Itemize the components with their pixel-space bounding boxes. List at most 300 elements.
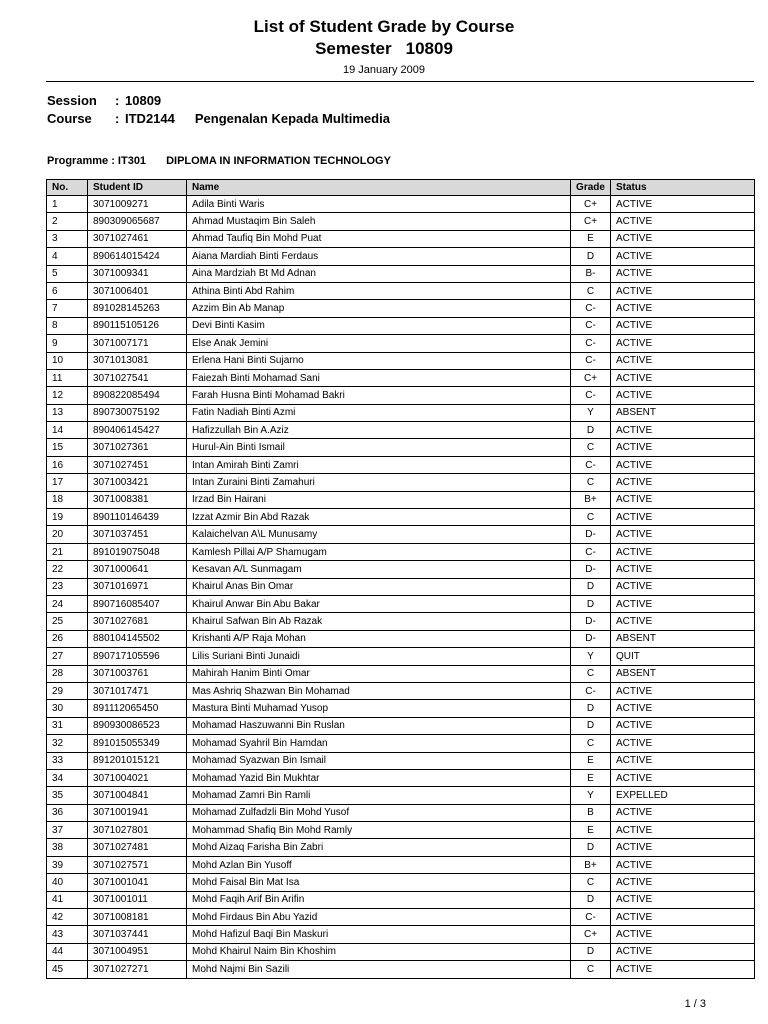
cell-no: 32 xyxy=(47,735,88,752)
cell-name: Mohamad Syahril Bin Hamdan xyxy=(187,735,571,752)
cell-status: ACTIVE xyxy=(611,735,755,752)
table-row xyxy=(47,595,755,612)
cell-status: ACTIVE xyxy=(611,509,755,526)
cell-grade: B+ xyxy=(571,491,611,508)
table-row xyxy=(47,630,755,647)
cell-status: ACTIVE xyxy=(611,456,755,473)
cell-name: Mohd Aizaq Farisha Bin Zabri xyxy=(187,839,571,856)
cell-no: 22 xyxy=(47,561,88,578)
table-row xyxy=(47,717,755,734)
column-header-grade: Grade xyxy=(571,180,611,196)
cell-student-id: 3071007171 xyxy=(88,335,187,352)
cell-grade: C xyxy=(571,874,611,891)
table-row xyxy=(47,369,755,386)
cell-grade: C+ xyxy=(571,213,611,230)
cell-no: 16 xyxy=(47,456,88,473)
cell-grade: C- xyxy=(571,317,611,334)
cell-no: 37 xyxy=(47,822,88,839)
cell-name: Mohamad Zamri Bin Ramli xyxy=(187,787,571,804)
cell-no: 3 xyxy=(47,230,88,247)
cell-grade: D xyxy=(571,717,611,734)
course-colon: : xyxy=(115,111,120,126)
cell-name: Mohd Faisal Bin Mat Isa xyxy=(187,874,571,891)
cell-name: Intan Amirah Binti Zamri xyxy=(187,456,571,473)
cell-grade: C+ xyxy=(571,369,611,386)
cell-no: 42 xyxy=(47,909,88,926)
course-code: ITD2144 xyxy=(125,111,175,126)
programme-label: Programme : xyxy=(47,155,115,167)
cell-grade: C xyxy=(571,439,611,456)
cell-no: 30 xyxy=(47,700,88,717)
cell-student-id: 890822085494 xyxy=(88,387,187,404)
cell-student-id: 3071004021 xyxy=(88,769,187,786)
cell-grade: C- xyxy=(571,909,611,926)
cell-status: ABSENT xyxy=(611,665,755,682)
report-header xyxy=(0,0,768,77)
cell-name: Izzat Azmir Bin Abd Razak xyxy=(187,509,571,526)
cell-grade: C xyxy=(571,961,611,978)
cell-grade: C xyxy=(571,735,611,752)
cell-student-id: 3071001041 xyxy=(88,874,187,891)
cell-name: Fatin Nadiah Binti Azmi xyxy=(187,404,571,421)
table-row xyxy=(47,282,755,299)
cell-no: 4 xyxy=(47,248,88,265)
cell-status: ACTIVE xyxy=(611,769,755,786)
cell-no: 34 xyxy=(47,769,88,786)
cell-status: ACTIVE xyxy=(611,526,755,543)
cell-no: 24 xyxy=(47,595,88,612)
cell-no: 33 xyxy=(47,752,88,769)
table-row xyxy=(47,561,755,578)
cell-grade: E xyxy=(571,752,611,769)
column-header-status: Status xyxy=(611,180,755,196)
cell-grade: Y xyxy=(571,404,611,421)
cell-status: ACTIVE xyxy=(611,839,755,856)
table-row xyxy=(47,439,755,456)
cell-no: 23 xyxy=(47,578,88,595)
table-row xyxy=(47,352,755,369)
cell-no: 1 xyxy=(47,196,88,213)
table-row xyxy=(47,769,755,786)
cell-student-id: 3071017471 xyxy=(88,682,187,699)
column-header-no: No. xyxy=(47,180,88,196)
session-colon: : xyxy=(115,93,120,108)
cell-name: Khairul Anas Bin Omar xyxy=(187,578,571,595)
cell-grade: D xyxy=(571,248,611,265)
cell-no: 7 xyxy=(47,300,88,317)
session-value: 10809 xyxy=(125,93,162,108)
cell-student-id: 3071009341 xyxy=(88,265,187,282)
cell-name: Ahmad Mustaqim Bin Saleh xyxy=(187,213,571,230)
cell-no: 8 xyxy=(47,317,88,334)
table-row xyxy=(47,735,755,752)
cell-name: Mohd Hafizul Baqi Bin Maskuri xyxy=(187,926,571,943)
cell-name: Mohd Khairul Naim Bin Khoshim xyxy=(187,943,571,960)
semester-line xyxy=(0,38,768,60)
cell-student-id: 3071037441 xyxy=(88,926,187,943)
cell-grade: B- xyxy=(571,265,611,282)
cell-grade: B+ xyxy=(571,856,611,873)
cell-status: ACTIVE xyxy=(611,561,755,578)
cell-no: 45 xyxy=(47,961,88,978)
cell-name: Aina Mardziah Bt Md Adnan xyxy=(187,265,571,282)
table-row xyxy=(47,648,755,665)
session-row xyxy=(47,92,390,110)
cell-status: ACTIVE xyxy=(611,961,755,978)
cell-no: 12 xyxy=(47,387,88,404)
cell-grade: C- xyxy=(571,387,611,404)
cell-status: ACTIVE xyxy=(611,196,755,213)
cell-name: Faiezah Binti Mohamad Sani xyxy=(187,369,571,386)
cell-status: EXPELLED xyxy=(611,787,755,804)
cell-name: Mohd Azlan Bin Yusoff xyxy=(187,856,571,873)
semester-value: 10809 xyxy=(405,39,453,58)
cell-grade: D xyxy=(571,700,611,717)
course-meta xyxy=(47,92,390,128)
cell-name: Mohammad Shafiq Bin Mohd Ramly xyxy=(187,822,571,839)
column-header-student-id: Student ID xyxy=(88,180,187,196)
cell-student-id: 3071006401 xyxy=(88,282,187,299)
table-row xyxy=(47,891,755,908)
cell-name: Kamlesh Pillai A/P Shamugam xyxy=(187,543,571,560)
cell-status: ACTIVE xyxy=(611,387,755,404)
cell-grade: D- xyxy=(571,613,611,630)
cell-status: ACTIVE xyxy=(611,943,755,960)
table-row xyxy=(47,578,755,595)
cell-no: 9 xyxy=(47,335,88,352)
cell-no: 14 xyxy=(47,422,88,439)
cell-grade: B xyxy=(571,804,611,821)
cell-name: Else Anak Jemini xyxy=(187,335,571,352)
table-row xyxy=(47,387,755,404)
cell-no: 36 xyxy=(47,804,88,821)
cell-no: 18 xyxy=(47,491,88,508)
cell-grade: C- xyxy=(571,300,611,317)
cell-status: ACTIVE xyxy=(611,682,755,699)
cell-no: 27 xyxy=(47,648,88,665)
report-date: 19 January 2009 xyxy=(343,64,425,76)
cell-name: Kesavan A/L Sunmagam xyxy=(187,561,571,578)
column-header-name: Name xyxy=(187,180,571,196)
cell-status: ACTIVE xyxy=(611,595,755,612)
cell-grade: D xyxy=(571,943,611,960)
cell-no: 11 xyxy=(47,369,88,386)
cell-grade: D xyxy=(571,891,611,908)
cell-status: ACTIVE xyxy=(611,248,755,265)
cell-name: Kalaichelvan A\L Munusamy xyxy=(187,526,571,543)
table-row xyxy=(47,265,755,282)
cell-student-id: 3071004841 xyxy=(88,787,187,804)
cell-status: ACTIVE xyxy=(611,874,755,891)
table-row xyxy=(47,613,755,630)
cell-status: ABSENT xyxy=(611,630,755,647)
cell-student-id: 891112065450 xyxy=(88,700,187,717)
cell-status: ACTIVE xyxy=(611,717,755,734)
cell-no: 5 xyxy=(47,265,88,282)
cell-no: 44 xyxy=(47,943,88,960)
cell-no: 39 xyxy=(47,856,88,873)
table-row xyxy=(47,196,755,213)
cell-student-id: 891019075048 xyxy=(88,543,187,560)
cell-grade: C xyxy=(571,665,611,682)
cell-name: Khairul Anwar Bin Abu Bakar xyxy=(187,595,571,612)
cell-name: Lilis Suriani Binti Junaidi xyxy=(187,648,571,665)
cell-grade: C- xyxy=(571,456,611,473)
table-row xyxy=(47,856,755,873)
cell-status: ACTIVE xyxy=(611,543,755,560)
table-row xyxy=(47,700,755,717)
cell-student-id: 3071027361 xyxy=(88,439,187,456)
cell-name: Mohamad Yazid Bin Mukhtar xyxy=(187,769,571,786)
table-row xyxy=(47,491,755,508)
cell-no: 19 xyxy=(47,509,88,526)
cell-name: Krishanti A/P Raja Mohan xyxy=(187,630,571,647)
cell-student-id: 3071016971 xyxy=(88,578,187,595)
table-row xyxy=(47,926,755,943)
cell-name: Mohd Firdaus Bin Abu Yazid xyxy=(187,909,571,926)
cell-student-id: 3071027571 xyxy=(88,856,187,873)
table-row xyxy=(47,456,755,473)
course-name: Pengenalan Kepada Multimedia xyxy=(194,111,390,126)
cell-no: 21 xyxy=(47,543,88,560)
table-row xyxy=(47,752,755,769)
cell-student-id: 3071001011 xyxy=(88,891,187,908)
cell-grade: C- xyxy=(571,543,611,560)
cell-name: Mohd Faqih Arif Bin Arifin xyxy=(187,891,571,908)
session-label: Session xyxy=(47,93,97,108)
cell-grade: D xyxy=(571,839,611,856)
table-row xyxy=(47,909,755,926)
cell-student-id: 3071001941 xyxy=(88,804,187,821)
table-row xyxy=(47,943,755,960)
cell-name: Mohamad Haszuwanni Bin Ruslan xyxy=(187,717,571,734)
table-row xyxy=(47,874,755,891)
cell-student-id: 3071027451 xyxy=(88,456,187,473)
cell-grade: D xyxy=(571,422,611,439)
cell-status: ACTIVE xyxy=(611,422,755,439)
cell-no: 25 xyxy=(47,613,88,630)
cell-student-id: 3071027481 xyxy=(88,839,187,856)
cell-grade: Y xyxy=(571,787,611,804)
cell-status: ACTIVE xyxy=(611,369,755,386)
cell-status: ACTIVE xyxy=(611,213,755,230)
cell-grade: C- xyxy=(571,682,611,699)
cell-status: ACTIVE xyxy=(611,265,755,282)
cell-student-id: 3071027461 xyxy=(88,230,187,247)
cell-name: Aiana Mardiah Binti Ferdaus xyxy=(187,248,571,265)
cell-no: 17 xyxy=(47,474,88,491)
cell-name: Mastura Binti Muhamad Yusop xyxy=(187,700,571,717)
cell-grade: C- xyxy=(571,352,611,369)
cell-student-id: 3071000641 xyxy=(88,561,187,578)
cell-student-id: 880104145502 xyxy=(88,630,187,647)
cell-grade: C+ xyxy=(571,926,611,943)
table-row xyxy=(47,839,755,856)
cell-student-id: 3071009271 xyxy=(88,196,187,213)
cell-grade: D- xyxy=(571,561,611,578)
cell-status: ACTIVE xyxy=(611,282,755,299)
cell-grade: C xyxy=(571,282,611,299)
programme-line xyxy=(47,155,391,167)
cell-status: ABSENT xyxy=(611,404,755,421)
cell-student-id: 891015055349 xyxy=(88,735,187,752)
cell-no: 40 xyxy=(47,874,88,891)
cell-name: Devi Binti Kasim xyxy=(187,317,571,334)
cell-status: ACTIVE xyxy=(611,474,755,491)
cell-name: Irzad Bin Hairani xyxy=(187,491,571,508)
cell-grade: C- xyxy=(571,335,611,352)
cell-no: 20 xyxy=(47,526,88,543)
grades-table xyxy=(46,179,755,979)
header-divider xyxy=(46,81,754,82)
cell-grade: E xyxy=(571,822,611,839)
cell-no: 26 xyxy=(47,630,88,647)
cell-no: 10 xyxy=(47,352,88,369)
cell-student-id: 3071027541 xyxy=(88,369,187,386)
table-row xyxy=(47,300,755,317)
cell-status: ACTIVE xyxy=(611,822,755,839)
table-row xyxy=(47,422,755,439)
cell-status: ACTIVE xyxy=(611,352,755,369)
cell-status: ACTIVE xyxy=(611,804,755,821)
table-row xyxy=(47,474,755,491)
cell-status: ACTIVE xyxy=(611,491,755,508)
cell-no: 38 xyxy=(47,839,88,856)
cell-status: ACTIVE xyxy=(611,300,755,317)
cell-status: ACTIVE xyxy=(611,752,755,769)
course-row xyxy=(47,110,390,128)
cell-name: Mahirah Hanim Binti Omar xyxy=(187,665,571,682)
table-row xyxy=(47,665,755,682)
cell-no: 6 xyxy=(47,282,88,299)
table-row xyxy=(47,526,755,543)
cell-no: 35 xyxy=(47,787,88,804)
table-row xyxy=(47,822,755,839)
cell-grade: E xyxy=(571,230,611,247)
table-row xyxy=(47,509,755,526)
table-row xyxy=(47,961,755,978)
cell-no: 29 xyxy=(47,682,88,699)
cell-no: 2 xyxy=(47,213,88,230)
cell-status: ACTIVE xyxy=(611,335,755,352)
cell-grade: D- xyxy=(571,526,611,543)
table-header-row xyxy=(47,180,755,196)
cell-status: ACTIVE xyxy=(611,317,755,334)
table-row xyxy=(47,787,755,804)
cell-name: Mohd Najmi Bin Sazili xyxy=(187,961,571,978)
cell-status: ACTIVE xyxy=(611,926,755,943)
cell-student-id: 890930086523 xyxy=(88,717,187,734)
cell-name: Mas Ashriq Shazwan Bin Mohamad xyxy=(187,682,571,699)
cell-status: ACTIVE xyxy=(611,909,755,926)
cell-student-id: 890717105596 xyxy=(88,648,187,665)
cell-student-id: 890614015424 xyxy=(88,248,187,265)
cell-student-id: 3071008381 xyxy=(88,491,187,508)
table-row xyxy=(47,248,755,265)
page-number: 1 / 3 xyxy=(684,998,706,1010)
cell-grade: C xyxy=(571,474,611,491)
cell-name: Intan Zuraini Binti Zamahuri xyxy=(187,474,571,491)
table-row xyxy=(47,213,755,230)
cell-status: ACTIVE xyxy=(611,439,755,456)
cell-name: Azzim Bin Ab Manap xyxy=(187,300,571,317)
cell-grade: Y xyxy=(571,648,611,665)
table-row xyxy=(47,230,755,247)
cell-no: 31 xyxy=(47,717,88,734)
cell-student-id: 3071008181 xyxy=(88,909,187,926)
cell-student-id: 891201015121 xyxy=(88,752,187,769)
cell-no: 15 xyxy=(47,439,88,456)
cell-grade: C xyxy=(571,509,611,526)
cell-status: ACTIVE xyxy=(611,700,755,717)
cell-student-id: 891028145263 xyxy=(88,300,187,317)
cell-student-id: 3071003761 xyxy=(88,665,187,682)
cell-grade: D xyxy=(571,578,611,595)
cell-name: Adila Binti Waris xyxy=(187,196,571,213)
cell-name: Erlena Hani Binti Sujarno xyxy=(187,352,571,369)
cell-status: ACTIVE xyxy=(611,578,755,595)
table-body xyxy=(47,196,755,979)
table-row xyxy=(47,317,755,334)
cell-student-id: 890115105126 xyxy=(88,317,187,334)
cell-student-id: 3071004951 xyxy=(88,943,187,960)
cell-student-id: 3071027681 xyxy=(88,613,187,630)
table-row xyxy=(47,682,755,699)
report-title: List of Student Grade by Course xyxy=(253,17,515,36)
cell-grade: D xyxy=(571,595,611,612)
cell-name: Athina Binti Abd Rahim xyxy=(187,282,571,299)
programme-code: IT301 xyxy=(117,155,147,167)
cell-name: Farah Husna Binti Mohamad Bakri xyxy=(187,387,571,404)
cell-status: ACTIVE xyxy=(611,230,755,247)
table-row xyxy=(47,335,755,352)
cell-student-id: 3071037451 xyxy=(88,526,187,543)
cell-no: 13 xyxy=(47,404,88,421)
cell-no: 41 xyxy=(47,891,88,908)
cell-name: Hafizzullah Bin A.Aziz xyxy=(187,422,571,439)
cell-status: ACTIVE xyxy=(611,856,755,873)
cell-student-id: 3071027801 xyxy=(88,822,187,839)
cell-name: Mohamad Syazwan Bin Ismail xyxy=(187,752,571,769)
table-row xyxy=(47,804,755,821)
cell-name: Hurul-Ain Binti Ismail xyxy=(187,439,571,456)
cell-status: ACTIVE xyxy=(611,891,755,908)
table-row xyxy=(47,404,755,421)
cell-student-id: 3071003421 xyxy=(88,474,187,491)
cell-name: Khairul Safwan Bin Ab Razak xyxy=(187,613,571,630)
cell-student-id: 890406145427 xyxy=(88,422,187,439)
cell-name: Ahmad Taufiq Bin Mohd Puat xyxy=(187,230,571,247)
cell-grade: D- xyxy=(571,630,611,647)
cell-no: 28 xyxy=(47,665,88,682)
cell-grade: E xyxy=(571,769,611,786)
cell-student-id: 890309065687 xyxy=(88,213,187,230)
cell-student-id: 3071013081 xyxy=(88,352,187,369)
cell-status: QUIT xyxy=(611,648,755,665)
cell-student-id: 3071027271 xyxy=(88,961,187,978)
cell-student-id: 890716085407 xyxy=(88,595,187,612)
programme-name: DIPLOMA IN INFORMATION TECHNOLOGY xyxy=(166,155,391,167)
cell-student-id: 890730075192 xyxy=(88,404,187,421)
cell-grade: C+ xyxy=(571,196,611,213)
semester-label: Semester xyxy=(315,39,392,58)
cell-name: Mohamad Zulfadzli Bin Mohd Yusof xyxy=(187,804,571,821)
cell-no: 43 xyxy=(47,926,88,943)
course-label: Course xyxy=(47,111,92,126)
cell-student-id: 890110146439 xyxy=(88,509,187,526)
table-row xyxy=(47,543,755,560)
cell-status: ACTIVE xyxy=(611,613,755,630)
